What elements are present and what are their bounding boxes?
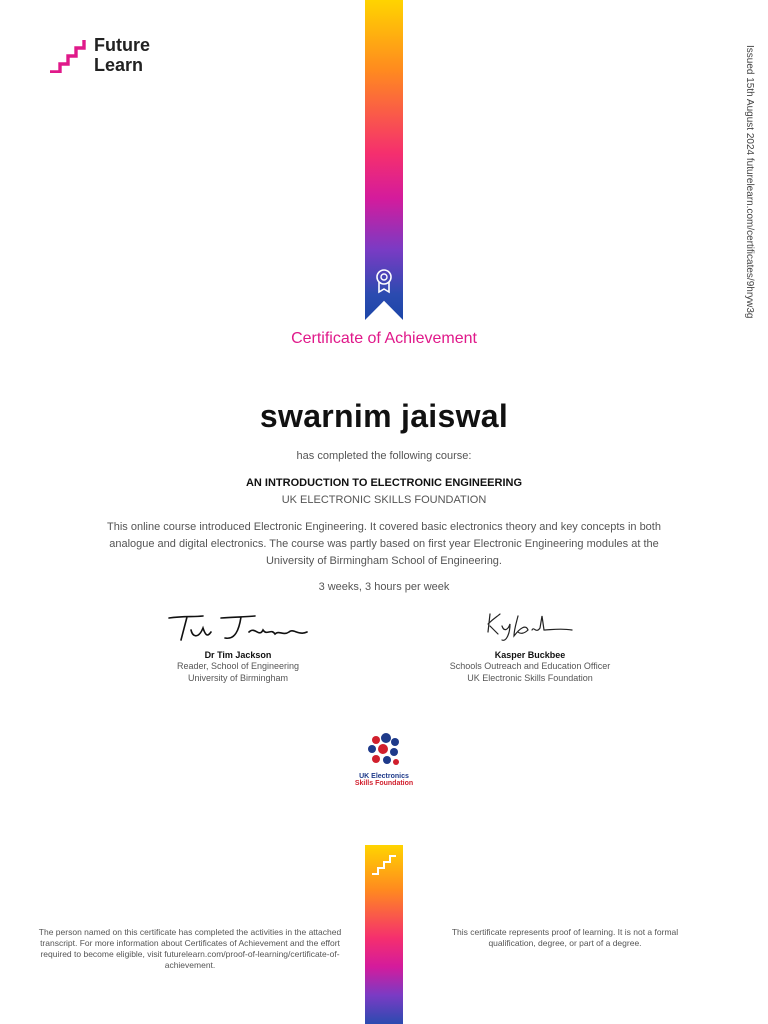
ukesf-logo [344, 732, 424, 787]
signatory-role: Reader, School of Engineering [176, 661, 300, 671]
signatory-2 [420, 608, 640, 684]
footer-proof-note: The person named on this certificate has completed the activities in the attached transcript. For more information about Certificates of Achievement and the effort required to become eligible, visit futurelearn.com/proof-of-learning/certificate-of-achievement. [38, 927, 342, 970]
learner-name: swarnim jaiswal [259, 398, 509, 434]
signatory-1 [128, 608, 348, 684]
course-description: This online course introduced Electronic Engineering. It covered basic electronics theory and key concepts in both analogue and digital electronics. The course was partly based on first year Electronic Engineering modules at the University of Birmingham School of Engineering. [107, 521, 661, 567]
logo-wordmark [94, 35, 150, 75]
footer-disclaimer: This certificate represents proof of learning. It is not a formal qualification, degree, or part of a degree. [451, 927, 679, 948]
completed-text: has completed the following course: [296, 450, 472, 462]
logo-line-2: Learn [94, 55, 144, 75]
signature-image [163, 608, 313, 644]
signatory-org: University of Birmingham [187, 673, 289, 683]
certificate-title: Certificate of Achievement [291, 330, 477, 347]
issued-info: Issued 15th August 2024 futurelearn.com/certificates/9hryw3g [744, 45, 755, 319]
stairs-icon [370, 852, 398, 876]
course-title: AN INTRODUCTION TO ELECTRONIC ENGINEERING [245, 477, 523, 489]
signature-image [480, 608, 580, 644]
signatory-role: Schools Outreach and Education Officer [449, 661, 611, 671]
signatory-name: Kasper Buckbee [494, 650, 566, 660]
course-organisation: UK ELECTRONIC SKILLS FOUNDATION [281, 494, 487, 506]
course-duration: 3 weeks, 3 hours per week [318, 581, 450, 593]
futurelearn-logo [48, 35, 150, 75]
partner-name-line-2: Skills Foundation [354, 780, 414, 787]
partner-name-line-1: UK Electronics [359, 773, 409, 780]
logo-line-1: Future [94, 35, 150, 55]
signatory-org: UK Electronic Skills Foundation [467, 673, 593, 683]
ukesf-emblem-icon [364, 732, 404, 768]
stairs-logo-icon [48, 37, 88, 73]
award-icon [374, 268, 394, 294]
signatory-name: Dr Tim Jackson [204, 650, 272, 660]
